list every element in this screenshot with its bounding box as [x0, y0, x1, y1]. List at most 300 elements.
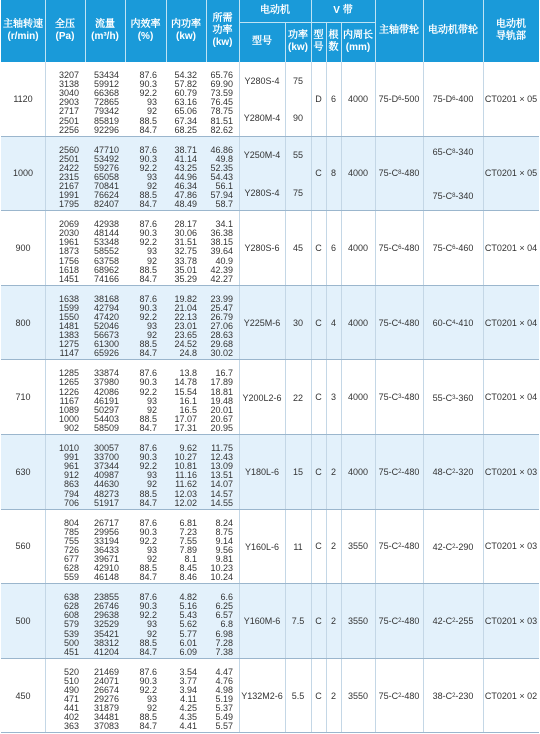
belt-type-cell: C [315, 242, 322, 253]
motor-power-cell: 45 [292, 243, 303, 254]
belt-type-cell: C [315, 317, 322, 328]
motor-rail-cell: CT0201 × 03 [484, 615, 538, 626]
spindle-pulley-cell [375, 435, 423, 509]
efficiency-cell: 93 [146, 395, 157, 406]
flow-cell: 66368 [93, 88, 119, 99]
pressure-cell: 1451 [58, 273, 79, 284]
motor-rail-cell: CT0201 × 03 [484, 541, 538, 552]
inner-power-cell: 68.25 [174, 124, 197, 135]
efficiency-cell: 90.3 [139, 302, 157, 313]
required-power-cell: 36.38 [210, 228, 233, 239]
pressure-cell: 490 [63, 684, 79, 695]
efficiency-cell: 92 [146, 479, 157, 490]
belt-type-cell: C [315, 541, 322, 552]
header-divider [311, 0, 312, 62]
pressure-cell: 628 [63, 563, 79, 574]
inner-power-cell: 7.23 [179, 526, 197, 537]
header-divider [375, 0, 376, 62]
pulley-diameter: -360 [455, 392, 474, 403]
required-power-cell: 81.51 [210, 115, 233, 126]
flow-cell: 40987 [93, 470, 119, 481]
inner-power-cell: 11.62 [175, 479, 197, 490]
belt-type-cell: C [315, 168, 322, 179]
inner-power-cell: 4.35 [179, 712, 197, 723]
pulley-groove-count: 6 [398, 95, 402, 102]
required-power-cell: 5.49 [215, 712, 233, 723]
header-required-power: 所需 功率 (kw) [212, 13, 233, 48]
flow-cell: 70841 [93, 180, 119, 191]
efficiency-cell: 92 [146, 106, 157, 117]
column-divider [45, 510, 46, 584]
pulley-code: 42-C [432, 541, 453, 552]
flow-cell: 61300 [93, 339, 119, 350]
required-power-cell: 39.64 [210, 246, 233, 257]
motor-power-cell: 30 [292, 318, 303, 329]
pressure-cell: 363 [63, 721, 79, 732]
required-power-cell: 78.75 [210, 106, 233, 117]
motor-power-cell: 75 [292, 187, 303, 198]
column-divider [45, 584, 46, 658]
pulley-groove-count: 2 [398, 617, 402, 624]
efficiency-cell: 87.6 [139, 70, 157, 80]
motor-model-cell: Y132M2-6 [241, 691, 283, 702]
required-power-cell: 54.43 [210, 171, 233, 182]
spindle-pulley-cell [375, 659, 423, 733]
inner-power-cell: 41.14 [174, 153, 197, 164]
efficiency-cell: 87.6 [139, 666, 157, 677]
efficiency-cell: 93 [146, 246, 157, 257]
pressure-cell: 628 [63, 601, 79, 612]
belt-length-cell: 4000 [347, 392, 369, 403]
inner-power-cell: 4.25 [179, 703, 197, 714]
efficiency-cell: 84.7 [139, 721, 157, 732]
motor-pulley-cell [423, 286, 483, 361]
efficiency-cell: 90.3 [139, 228, 157, 239]
speed-cell: 450 [15, 690, 31, 701]
inner-power-cell: 35.01 [174, 264, 197, 275]
header-spindle-pulley: 主轴带轮 [379, 25, 419, 36]
header-motor-power: 功率 (kw) [288, 30, 308, 53]
flow-cell: 35421 [93, 628, 119, 639]
pulley-diameter: -480 [401, 690, 420, 701]
flow-cell: 44630 [93, 479, 119, 490]
pulley-code: 75-C [378, 615, 399, 626]
motor-power-cell: 7.5 [291, 616, 305, 627]
pressure-cell: 2030 [58, 228, 79, 239]
inner-power-cell: 65.06 [174, 106, 197, 117]
inner-power-cell: 57.82 [174, 79, 197, 90]
pulley-groove-count: 3 [398, 394, 402, 401]
pressure-cell: 912 [63, 470, 79, 481]
efficiency-cell: 93 [146, 694, 157, 705]
flow-cell: 46191 [93, 395, 119, 406]
flow-cell: 38312 [93, 637, 119, 648]
pulley-code: 42-C [432, 616, 453, 627]
motor-pulley-cell [423, 584, 483, 659]
efficiency-cell: 93 [146, 171, 157, 182]
required-power-cell: 73.59 [210, 88, 233, 99]
inner-power-cell: 4.41 [179, 721, 197, 732]
spindle-pulley-cell [375, 286, 423, 360]
efficiency-cell: 90.3 [139, 79, 157, 90]
efficiency-cell: 90.3 [139, 526, 157, 537]
pressure-cell: 677 [63, 553, 79, 564]
pulley-diameter: -460 [455, 243, 474, 254]
pulley-code: 75-C [378, 317, 399, 328]
header-divider [166, 0, 167, 62]
column-divider [45, 137, 46, 211]
pressure-cell: 1167 [59, 395, 79, 406]
flow-cell: 26746 [93, 601, 119, 612]
flow-cell: 42086 [93, 386, 119, 397]
pulley-groove-count: 6 [398, 244, 402, 251]
speed-cell: 630 [15, 466, 31, 477]
inner-power-cell: 28.17 [174, 219, 197, 230]
speed-group [1, 435, 539, 510]
column-divider [45, 286, 46, 360]
speed-group [1, 510, 539, 585]
header-motor-rail: 电动机 导轨部 [496, 19, 526, 42]
header-divider [125, 0, 126, 62]
inner-power-cell: 30.06 [174, 228, 197, 239]
header-divider [423, 0, 424, 62]
pulley-diameter: -480 [401, 541, 420, 552]
pressure-cell: 2069 [58, 219, 79, 230]
pulley-diameter: -400 [455, 94, 474, 105]
pressure-cell: 638 [63, 592, 79, 603]
pressure-cell: 608 [63, 610, 79, 621]
flow-cell: 29638 [93, 610, 119, 621]
inner-power-cell: 47.86 [174, 190, 197, 201]
pulley-code: 38-C [432, 691, 453, 702]
inner-power-cell: 7.89 [179, 544, 197, 555]
inner-power-cell: 3.94 [179, 684, 197, 695]
efficiency-cell: 93 [146, 544, 157, 555]
pulley-groove-count: 2 [452, 469, 456, 476]
motor-model-cell: Y280M-4 [243, 112, 281, 123]
pressure-cell: 471 [63, 694, 79, 705]
required-power-cell: 34.1 [215, 219, 233, 230]
inner-power-cell: 3.54 [179, 666, 197, 677]
required-power-cell: 16.7 [215, 368, 233, 379]
column-divider [45, 211, 46, 285]
flow-cell: 50297 [93, 404, 119, 415]
pulley-diameter: -410 [455, 318, 474, 329]
pulley-groove-count: 2 [452, 693, 456, 700]
pressure-cell: 402 [63, 712, 79, 723]
pressure-cell: 1550 [58, 311, 79, 322]
header-belt-type: 型 号 [313, 30, 324, 53]
belt-length-cell: 3550 [347, 615, 369, 626]
inner-power-cell: 8.45 [179, 563, 197, 574]
header-divider [326, 22, 327, 62]
header-divider [45, 0, 46, 62]
efficiency-cell: 92.2 [139, 311, 157, 322]
pressure-cell: 520 [63, 666, 79, 677]
pressure-cell: 1481 [58, 321, 79, 332]
header-belt-count: 根 数 [328, 30, 339, 53]
required-power-cell: 28.63 [210, 330, 233, 341]
flow-cell: 33874 [93, 368, 119, 379]
pressure-cell: 1991 [58, 190, 79, 201]
belt-length-cell: 4000 [347, 242, 369, 253]
efficiency-cell: 87.6 [139, 144, 157, 155]
required-power-cell: 6.25 [215, 601, 233, 612]
inner-power-cell: 38.71 [174, 144, 197, 155]
inner-power-cell: 24.52 [174, 339, 197, 350]
pressure-cell: 726 [63, 544, 79, 555]
efficiency-cell: 88.5 [139, 712, 157, 723]
belt-count-cell: 2 [330, 541, 336, 552]
pulley-diameter: -480 [401, 242, 420, 253]
required-power-cell: 6.57 [215, 610, 233, 621]
inner-power-cell: 32.75 [174, 246, 197, 257]
flow-cell: 38168 [93, 293, 119, 304]
belt-count-cell: 6 [330, 93, 336, 104]
pressure-cell: 500 [63, 637, 79, 648]
required-power-cell: 42.39 [210, 264, 233, 275]
flow-cell: 37344 [93, 461, 119, 472]
inner-power-cell: 8.1 [184, 553, 197, 564]
spindle-pulley-cell [375, 584, 423, 658]
column-divider [45, 360, 46, 434]
required-power-cell: 8.75 [215, 526, 233, 537]
required-power-cell: 14.55 [210, 497, 233, 508]
required-power-cell: 20.95 [210, 422, 233, 433]
pressure-cell: 785 [63, 526, 79, 537]
required-power-cell: 10.23 [210, 563, 233, 574]
flow-cell: 42938 [93, 219, 119, 230]
inner-power-cell: 12.02 [174, 497, 197, 508]
belt-type-cell: C [315, 466, 322, 477]
flow-cell: 29956 [93, 526, 119, 537]
flow-cell: 21469 [93, 666, 119, 677]
flow-cell: 92296 [93, 124, 119, 135]
efficiency-cell: 90.3 [139, 153, 157, 164]
efficiency-cell: 84.7 [139, 273, 157, 284]
flow-cell: 79342 [93, 106, 119, 117]
required-power-cell: 11.75 [211, 443, 233, 453]
required-power-cell: 38.15 [210, 237, 233, 248]
flow-cell: 47420 [93, 311, 119, 322]
header-inner-power: 内功率 (kw) [171, 19, 201, 42]
motor-pulley-cell [423, 360, 483, 435]
pressure-cell: 2560 [58, 144, 79, 155]
flow-cell: 37083 [93, 721, 119, 732]
pulley-groove-count: 4 [398, 319, 402, 326]
efficiency-cell: 87.6 [139, 219, 157, 230]
inner-power-cell: 6.09 [179, 646, 197, 657]
pressure-cell: 510 [63, 675, 79, 686]
flow-cell: 32529 [93, 619, 119, 630]
belt-type-cell: C [315, 615, 322, 626]
motor-model-cell: Y225M-6 [243, 318, 281, 329]
header-belt-length: 内周长 (mm) [343, 30, 373, 53]
efficiency-cell: 88.5 [139, 563, 157, 574]
pulley-code: 75-C [432, 243, 453, 254]
belt-count-cell: 2 [330, 615, 336, 626]
flow-cell: 29276 [93, 694, 119, 705]
motor-rail-cell: CT0201 × 04 [484, 392, 538, 403]
inner-power-cell: 4.82 [179, 592, 197, 603]
efficiency-cell: 88.5 [139, 264, 157, 275]
pulley-diameter: -340 [455, 190, 474, 201]
flow-cell: 72865 [93, 97, 119, 108]
pressure-cell: 2422 [58, 162, 79, 173]
pulley-groove-count: 8 [452, 149, 456, 156]
flow-cell: 76624 [93, 190, 119, 201]
inner-power-cell: 6.01 [179, 637, 197, 648]
speed-cell: 800 [15, 317, 31, 328]
pressure-cell: 559 [63, 572, 79, 583]
pulley-code: 55-C [432, 392, 453, 403]
header-divider [206, 0, 207, 62]
required-power-cell: 8.24 [215, 517, 233, 528]
pulley-code: 60-C [432, 318, 453, 329]
belt-length-cell: 4000 [347, 93, 369, 104]
flow-cell: 30057 [93, 443, 119, 453]
inner-power-cell: 5.43 [179, 610, 197, 621]
pulley-code: 75-D [432, 94, 453, 105]
inner-power-cell: 7.55 [179, 535, 197, 546]
efficiency-cell: 84.7 [139, 646, 157, 657]
inner-power-cell: 17.07 [174, 413, 197, 424]
motor-power-cell: 22 [292, 392, 303, 403]
pulley-code: 75-C [432, 190, 453, 201]
speed-cell: 1000 [12, 168, 34, 179]
required-power-cell: 40.9 [215, 255, 233, 266]
speed-group [1, 584, 539, 659]
pulley-diameter: -290 [455, 541, 474, 552]
motor-pulley-cell [423, 180, 483, 211]
motor-pulley-cell [423, 510, 483, 585]
pulley-diameter: -480 [401, 168, 420, 179]
motor-rail-cell: CT0201 × 05 [484, 93, 538, 104]
efficiency-cell: 88.5 [139, 488, 157, 499]
flow-cell: 33194 [93, 535, 119, 546]
inner-power-cell: 3.77 [179, 675, 197, 686]
pulley-diameter: -500 [401, 93, 420, 104]
speed-cell: 560 [15, 541, 31, 552]
inner-power-cell: 24.8 [179, 348, 197, 359]
efficiency-cell: 92 [146, 404, 157, 415]
efficiency-cell: 92 [146, 330, 157, 341]
pulley-code: 75-C [378, 690, 399, 701]
flow-cell: 31879 [93, 703, 119, 714]
required-power-cell: 20.01 [210, 404, 233, 415]
pulley-groove-count: 2 [452, 543, 456, 550]
motor-model-cell: Y160L-6 [244, 541, 280, 552]
speed-cell: 900 [15, 242, 31, 253]
pulley-groove-count: 2 [398, 543, 402, 550]
pressure-cell: 1000 [58, 413, 79, 424]
pressure-cell: 755 [63, 535, 79, 546]
efficiency-cell: 92.2 [139, 88, 157, 99]
motor-power-cell: 5.5 [291, 691, 305, 702]
speed-group [1, 286, 539, 361]
spindle-pulley-cell [375, 211, 423, 285]
belt-length-cell: 4000 [347, 168, 369, 179]
required-power-cell: 10.24 [210, 572, 233, 583]
motor-model-cell: Y180L-6 [244, 467, 280, 478]
efficiency-cell: 87.6 [139, 368, 157, 379]
inner-power-cell: 35.29 [174, 273, 197, 284]
motor-rail-cell: CT0201 × 04 [484, 317, 538, 328]
motor-power-cell: 55 [292, 150, 303, 161]
required-power-cell: 6.6 [220, 592, 233, 603]
required-power-cell: 18.81 [210, 386, 233, 397]
required-power-cell: 26.79 [210, 311, 233, 322]
inner-power-cell: 43.25 [174, 162, 197, 173]
required-power-cell: 13.09 [210, 461, 233, 472]
efficiency-cell: 84.7 [139, 497, 157, 508]
motor-pulley-cell [423, 62, 483, 137]
flow-cell: 65058 [93, 171, 119, 182]
header-divider [239, 0, 240, 62]
pressure-cell: 794 [63, 488, 79, 499]
fan-spec-table [1, 0, 539, 734]
pressure-cell: 1275 [58, 339, 79, 350]
pressure-cell: 3040 [58, 88, 79, 99]
pressure-cell: 2501 [58, 153, 79, 164]
pulley-code: 75-C [378, 392, 399, 403]
inner-power-cell: 11.16 [175, 470, 197, 481]
motor-power-cell: 15 [292, 467, 303, 478]
speed-group [1, 62, 539, 137]
efficiency-cell: 93 [146, 470, 157, 481]
motor-pulley-cell [423, 435, 483, 510]
belt-length-cell: 4000 [347, 317, 369, 328]
pressure-cell: 804 [63, 517, 79, 528]
required-power-cell: 20.67 [210, 413, 233, 424]
belt-length-cell: 3550 [347, 541, 369, 552]
flow-cell: 51917 [93, 497, 119, 508]
pressure-cell: 1618 [58, 264, 79, 275]
required-power-cell: 76.45 [210, 97, 233, 108]
pressure-cell: 2501 [58, 115, 79, 126]
flow-cell: 26674 [93, 684, 119, 695]
header-speed: 主轴转速 (r/min) [3, 19, 43, 42]
efficiency-cell: 88.5 [139, 339, 157, 350]
efficiency-cell: 92 [146, 180, 157, 191]
required-power-cell: 56.1 [215, 180, 233, 191]
motor-rail-cell: CT0201 × 05 [484, 168, 538, 179]
efficiency-cell: 88.5 [139, 413, 157, 424]
efficiency-cell: 84.7 [139, 348, 157, 359]
inner-power-cell: 67.34 [174, 115, 197, 126]
pulley-diameter: -480 [401, 466, 420, 477]
efficiency-cell: 84.7 [139, 572, 157, 583]
speed-cell: 500 [15, 615, 31, 626]
table-header [1, 0, 539, 62]
pulley-diameter: -480 [401, 615, 420, 626]
column-divider [45, 62, 46, 136]
speed-cell: 1120 [13, 93, 33, 104]
inner-power-cell: 48.49 [174, 199, 197, 210]
belt-type-cell: D [315, 93, 322, 104]
inner-power-cell: 5.62 [179, 619, 197, 630]
flow-cell: 85819 [93, 115, 119, 126]
inner-power-cell: 60.79 [174, 88, 197, 99]
required-power-cell: 19.48 [210, 395, 233, 406]
motor-pulley-cell [423, 211, 483, 286]
pressure-cell: 2903 [58, 97, 79, 108]
flow-cell: 48273 [93, 488, 119, 499]
inner-power-cell: 12.03 [174, 488, 197, 499]
flow-cell: 48144 [93, 228, 119, 239]
inner-power-cell: 33.78 [174, 255, 197, 266]
pulley-code: 75-D [378, 93, 399, 104]
